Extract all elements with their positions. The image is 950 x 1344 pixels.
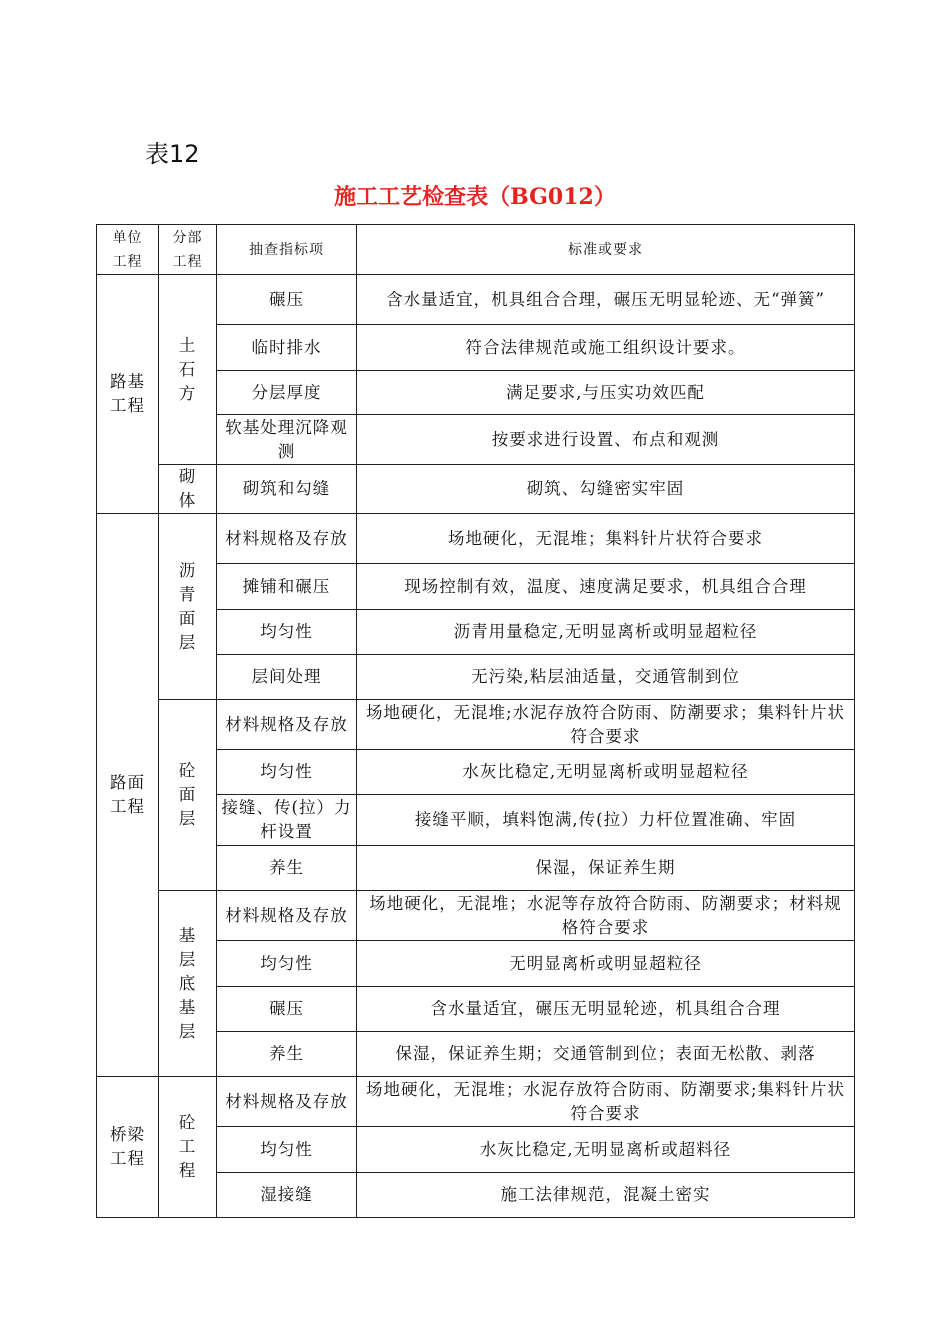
table-row [97,1077,855,1127]
table-row [97,891,855,941]
check-item-cell: 临时排水 [217,325,357,371]
check-item-cell: 养生 [217,846,357,891]
standard-requirement-cell: 按要求进行设置、布点和观测 [357,415,855,465]
check-item-cell: 层间处理 [217,655,357,700]
standard-requirement-cell: 接缝平顺，填料饱满,传(拉）力杆位置准确、牢固 [357,795,855,846]
sub-project-cell: 砼 面 层 [159,700,217,891]
standard-requirement-cell: 保湿，保证养生期；交通管制到位；表面无松散、剥落 [357,1032,855,1077]
standard-requirement-cell: 砌筑、勾缝密实牢固 [357,465,855,514]
unit-project-cell: 桥梁 工程 [97,1077,159,1218]
standard-requirement-cell: 含水量适宜，碾压无明显轮迹，机具组合合理 [357,987,855,1032]
standard-requirement-cell: 场地硬化，无混堆；水泥等存放符合防雨、防潮要求；材料规格符合要求 [357,891,855,941]
check-item-cell: 均匀性 [217,941,357,987]
check-item-cell: 砌筑和勾缝 [217,465,357,514]
table-row [97,700,855,750]
standard-requirement-cell: 施工法律规范，混凝土密实 [357,1173,855,1218]
table-row [97,275,855,325]
check-item-cell: 分层厚度 [217,371,357,415]
sub-project-cell: 土 石 方 [159,275,217,465]
standard-requirement-cell: 满足要求,与压实功效匹配 [357,371,855,415]
header-unit: 单位 工程 [97,225,159,275]
unit-project-cell: 路基 工程 [97,275,159,514]
check-item-cell: 湿接缝 [217,1173,357,1218]
check-item-cell: 均匀性 [217,1127,357,1173]
header-part: 分部 工程 [159,225,217,275]
standard-requirement-cell: 无污染,粘层油适量，交通管制到位 [357,655,855,700]
table-row [97,465,855,514]
check-item-cell: 软基处理沉降观测 [217,415,357,465]
check-item-cell: 接缝、传(拉）力杆设置 [217,795,357,846]
sub-project-cell: 砌 体 [159,465,217,514]
header-standard: 标准或要求 [357,225,855,275]
standard-requirement-cell: 场地硬化，无混堆；集料针片状符合要求 [357,514,855,564]
check-item-cell: 碾压 [217,987,357,1032]
check-item-cell: 摊铺和碾压 [217,564,357,610]
header-item: 抽查指标项 [217,225,357,275]
standard-requirement-cell: 无明显离析或明显超粒径 [357,941,855,987]
standard-requirement-cell: 沥青用量稳定,无明显离析或明显超粒径 [357,610,855,655]
standard-requirement-cell: 现场控制有效，温度、速度满足要求，机具组合合理 [357,564,855,610]
check-item-cell: 碾压 [217,275,357,325]
table-number-label: 表12 [145,140,200,168]
standard-requirement-cell: 符合法律规范或施工组织设计要求。 [357,325,855,371]
standard-requirement-cell: 场地硬化，无混堆;水泥存放符合防雨、防潮要求；集料针片状符合要求 [357,700,855,750]
document-title: 施工工艺检查表（BG012） [334,184,616,210]
check-item-cell: 养生 [217,1032,357,1077]
check-item-cell: 均匀性 [217,750,357,795]
check-item-cell: 材料规格及存放 [217,514,357,564]
inspection-table [96,224,855,1218]
standard-requirement-cell: 水灰比稳定,无明显离析或超料径 [357,1127,855,1173]
standard-requirement-cell: 含水量适宜，机具组合合理，碾压无明显轮迹、无“弹簧” [357,275,855,325]
sub-project-cell: 沥 青 面 层 [159,514,217,700]
check-item-cell: 材料规格及存放 [217,700,357,750]
table-row [97,514,855,564]
check-item-cell: 均匀性 [217,610,357,655]
check-item-cell: 材料规格及存放 [217,1077,357,1127]
inspection-table-body [97,225,855,1218]
standard-requirement-cell: 场地硬化，无混堆；水泥存放符合防雨、防潮要求;集料针片状符合要求 [357,1077,855,1127]
standard-requirement-cell: 保湿，保证养生期 [357,846,855,891]
standard-requirement-cell: 水灰比稳定,无明显离析或明显超粒径 [357,750,855,795]
check-item-cell: 材料规格及存放 [217,891,357,941]
unit-project-cell: 路面 工程 [97,514,159,1077]
sub-project-cell: 基 层 底 基 层 [159,891,217,1077]
sub-project-cell: 砼 工 程 [159,1077,217,1218]
header-row [97,225,855,275]
